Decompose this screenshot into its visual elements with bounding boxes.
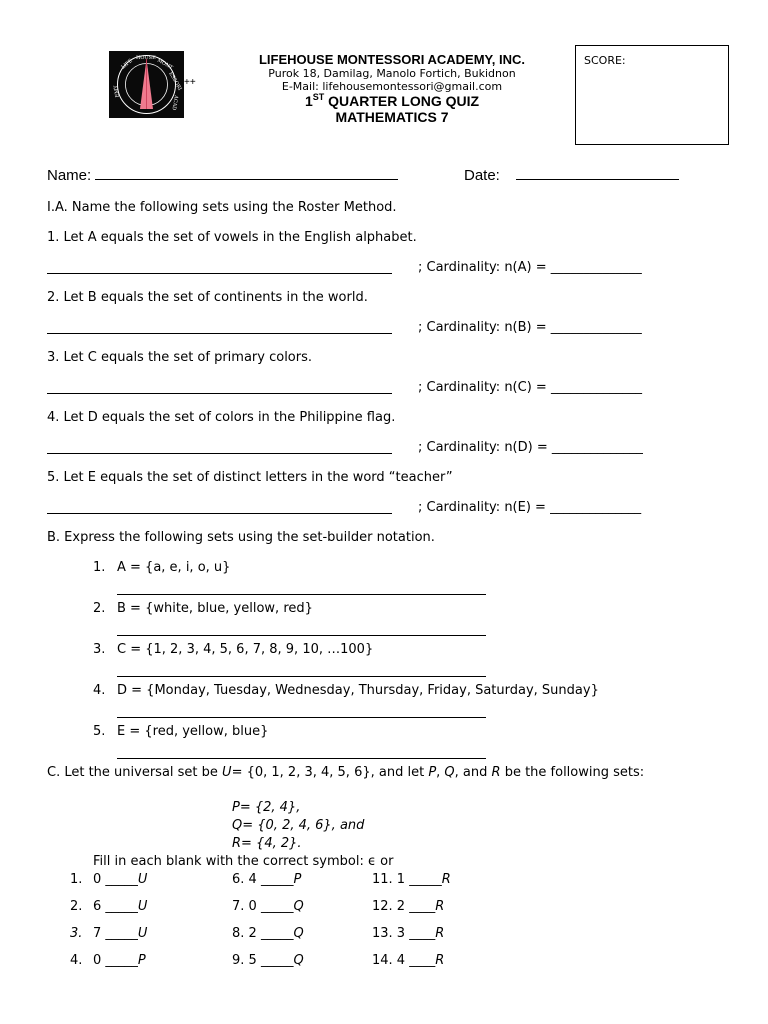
part-c-item-value: 0 _____ bbox=[93, 953, 138, 968]
part-b-number-2: 2. bbox=[93, 601, 106, 616]
part-a-answer-2[interactable] bbox=[47, 321, 392, 334]
part-c-item-value: 9. 5 _____ bbox=[232, 953, 294, 968]
part-c-item-14[interactable] bbox=[372, 953, 444, 968]
part-c-intro-text: , and bbox=[454, 765, 492, 780]
school-address: Purok 18, Damilag, Manolo Fortich, Bukidnon bbox=[268, 67, 516, 80]
part-c-instruction bbox=[47, 765, 644, 780]
part-b-number-5: 5. bbox=[93, 724, 106, 739]
part-c-item-4[interactable] bbox=[93, 953, 146, 968]
part-c-item-12[interactable] bbox=[372, 899, 444, 914]
part-a-cardinality-4[interactable]: ; Cardinality: n(D) = ______________ bbox=[418, 440, 643, 455]
part-a-cardinality-1[interactable]: ; Cardinality: n(A) = ______________ bbox=[418, 260, 642, 275]
date-field[interactable] bbox=[464, 167, 679, 184]
part-c-item-set: Q bbox=[293, 926, 304, 941]
part-b-answer-2[interactable] bbox=[117, 623, 486, 636]
quiz-title-rest: QUARTER LONG QUIZ bbox=[324, 93, 480, 109]
part-a-question-5: 5. Let E equals the set of distinct letters in the word “teacher” bbox=[47, 470, 453, 485]
quiz-title bbox=[246, 92, 538, 109]
part-c-item-value: 8. 2 _____ bbox=[232, 926, 294, 941]
part-c-number-4: 4. bbox=[70, 953, 83, 968]
name-field[interactable] bbox=[47, 167, 398, 184]
part-c-item-value: 0 _____ bbox=[93, 872, 138, 887]
part-a-cardinality-3[interactable]: ; Cardinality: n(C) = ______________ bbox=[418, 380, 642, 395]
part-c-number-1: 1. bbox=[70, 872, 83, 887]
set-p-definition: P= {2, 4}, bbox=[232, 800, 301, 815]
part-c-item-set: R bbox=[435, 953, 445, 968]
part-c-item-set: R bbox=[441, 872, 451, 887]
svg-text:LIFE: LIFE bbox=[120, 57, 134, 71]
part-c-item-set: R bbox=[435, 926, 445, 941]
part-c-item-1[interactable] bbox=[93, 872, 147, 887]
part-c-item-7[interactable] bbox=[232, 899, 304, 914]
part-a-question-1: 1. Let A equals the set of vowels in the English alphabet. bbox=[47, 230, 417, 245]
part-a-answer-3[interactable] bbox=[47, 381, 392, 394]
part-c-item-value: 14. 4 ____ bbox=[372, 953, 436, 968]
part-c-item-3[interactable] bbox=[93, 926, 147, 941]
part-a-cardinality-5[interactable]: ; Cardinality: n(E) = ______________ bbox=[418, 500, 642, 515]
universal-set-symbol: U bbox=[222, 765, 232, 780]
part-b-set-3: C = {1, 2, 3, 4, 5, 6, 7, 8, 9, 10, …100} bbox=[117, 642, 374, 657]
part-a-answer-1[interactable] bbox=[47, 261, 392, 274]
part-c-intro-text: be the following sets: bbox=[500, 765, 645, 780]
part-c-item-set: U bbox=[137, 899, 148, 914]
quiz-ordinal: ST bbox=[312, 92, 325, 102]
part-c-item-9[interactable] bbox=[232, 953, 304, 968]
part-c-item-set: U bbox=[137, 926, 148, 941]
part-b-answer-4[interactable] bbox=[117, 705, 486, 718]
set-q-symbol: Q bbox=[444, 765, 455, 780]
score-box[interactable] bbox=[575, 45, 729, 145]
part-c-intro-text: C. Let the universal set be bbox=[47, 765, 223, 780]
part-c-item-value: 7. 0 _____ bbox=[232, 899, 294, 914]
part-a-question-2: 2. Let B equals the set of continents in the world. bbox=[47, 290, 368, 305]
school-logo bbox=[109, 51, 184, 118]
part-c-item-8[interactable] bbox=[232, 926, 304, 941]
subject-title: MATHEMATICS 7 bbox=[335, 109, 449, 125]
set-r-definition: R= {4, 2}. bbox=[232, 836, 302, 851]
part-c-item-set: P bbox=[137, 953, 146, 968]
part-c-intro-text: , bbox=[436, 765, 445, 780]
part-a-answer-4[interactable] bbox=[47, 441, 392, 454]
part-b-number-4: 4. bbox=[93, 683, 106, 698]
part-c-intro-text: = {0, 1, 2, 3, 4, 5, 6}, and let bbox=[231, 765, 429, 780]
part-c-item-value: 13. 3 ____ bbox=[372, 926, 436, 941]
name-label: Name: bbox=[47, 167, 92, 184]
part-b-answer-1[interactable] bbox=[117, 582, 486, 595]
part-c-item-2[interactable] bbox=[93, 899, 147, 914]
part-c-item-value: 7 _____ bbox=[93, 926, 138, 941]
set-r-symbol: R bbox=[491, 765, 501, 780]
part-b-set-1: A = {a, e, i, o, u} bbox=[117, 560, 231, 575]
part-c-item-value: 6 _____ bbox=[93, 899, 138, 914]
part-c-item-13[interactable] bbox=[372, 926, 444, 941]
fill-instruction: Fill in each blank with the correct symbol: ϵ or bbox=[93, 854, 394, 869]
part-c-number-2: 2. bbox=[70, 899, 83, 914]
part-c-item-set: U bbox=[137, 872, 148, 887]
svg-text:HOUSE: HOUSE bbox=[136, 55, 156, 61]
date-label: Date: bbox=[464, 167, 500, 184]
part-a-answer-5[interactable] bbox=[47, 501, 392, 514]
part-c-item-set: Q bbox=[293, 953, 304, 968]
part-c-item-set: Q bbox=[293, 899, 304, 914]
school-name: LIFEHOUSE MONTESSORI ACADEMY, INC. bbox=[258, 52, 526, 67]
part-c-number-3: 3. bbox=[70, 926, 83, 941]
part-a-cardinality-2[interactable]: ; Cardinality: n(B) = ______________ bbox=[418, 320, 642, 335]
part-c-item-value: 6. 4 _____ bbox=[232, 872, 294, 887]
part-b-answer-5[interactable] bbox=[117, 746, 486, 759]
part-c-item-value: 12. 2 ____ bbox=[372, 899, 436, 914]
part-a-question-4: 4. Let D equals the set of colors in the Philippine flag. bbox=[47, 410, 396, 425]
part-b-number-3: 3. bbox=[93, 642, 106, 657]
part-c-item-set: R bbox=[435, 899, 445, 914]
school-email: E-Mail: lifehousemontessori@gmail.com bbox=[281, 80, 503, 93]
part-a-instruction: I.A. Name the following sets using the Roster Method. bbox=[47, 200, 397, 215]
part-c-item-11[interactable] bbox=[372, 872, 451, 887]
set-p-symbol: P bbox=[428, 765, 437, 780]
name-blank[interactable] bbox=[95, 167, 398, 180]
part-b-instruction: B. Express the following sets using the set-builder notation. bbox=[47, 530, 435, 545]
part-c-item-value: 11. 1 _____ bbox=[372, 872, 442, 887]
part-b-set-5: E = {red, yellow, blue} bbox=[117, 724, 269, 739]
part-b-set-4: D = {Monday, Tuesday, Wednesday, Thursday, Friday, Saturday, Sunday} bbox=[117, 683, 599, 698]
quiz-number: 1 bbox=[304, 93, 313, 109]
svg-text:EMY: EMY bbox=[112, 84, 121, 98]
svg-text:ESSORI: ESSORI bbox=[167, 71, 183, 92]
logo-plus-mark: ++ bbox=[184, 77, 196, 88]
part-b-answer-3[interactable] bbox=[117, 664, 486, 677]
score-label: SCORE: bbox=[584, 54, 626, 67]
part-b-set-2: B = {white, blue, yellow, red} bbox=[117, 601, 313, 616]
svg-text:ACAD: ACAD bbox=[170, 94, 179, 111]
date-blank[interactable] bbox=[516, 167, 679, 180]
part-c-item-set: P bbox=[293, 872, 302, 887]
set-q-definition: Q= {0, 2, 4, 6}, and bbox=[232, 818, 365, 833]
part-b-number-1: 1. bbox=[93, 560, 106, 575]
part-c-item-6[interactable] bbox=[232, 872, 301, 887]
part-a-question-3: 3. Let C equals the set of primary colors. bbox=[47, 350, 313, 365]
svg-text:MONT: MONT bbox=[156, 57, 174, 72]
